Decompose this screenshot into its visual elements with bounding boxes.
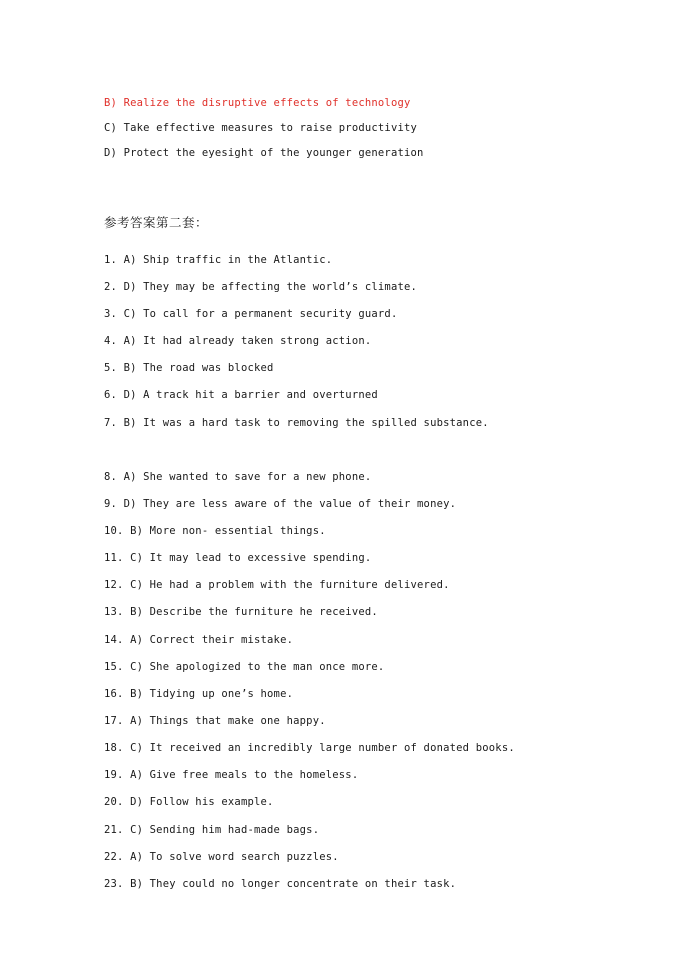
answer-3: 3. C) To call for a permanent security guard. [104,308,398,320]
answer-20: 20. D) Follow his example. [104,796,274,808]
answer-1: 1. A) Ship traffic in the Atlantic. [104,254,333,266]
answer-22: 22. A) To solve word search puzzles. [104,851,339,863]
option-c: C) Take effective measures to raise productivity [104,122,418,134]
answer-8: 8. A) She wanted to save for a new phone. [104,471,372,483]
option-b: B) Realize the disruptive effects of technology [104,97,411,109]
answer-16: 16. B) Tidying up one’s home. [104,688,294,700]
answer-23: 23. B) They could no longer concentrate on their task. [104,878,457,890]
answer-14: 14. A) Correct their mistake. [104,634,294,646]
section-heading: 参考答案第二套： [104,215,209,230]
answer-18: 18. C) It received an incredibly large number of donated books. [104,742,515,754]
answer-13: 13. B) Describe the furniture he received. [104,606,378,618]
answer-15: 15. C) She apologized to the man once more. [104,661,385,673]
answer-17: 17. A) Things that make one happy. [104,715,326,727]
answer-10: 10. B) More non- essential things. [104,525,326,537]
answer-4: 4. A) It had already taken strong action. [104,335,372,347]
answer-12: 12. C) He had a problem with the furniture delivered. [104,579,450,591]
answer-7: 7. B) It was a hard task to removing the spilled substance. [104,417,489,429]
answer-5: 5. B) The road was blocked [104,362,274,374]
answer-11: 11. C) It may lead to excessive spending. [104,552,372,564]
answer-6: 6. D) A track hit a barrier and overturned [104,389,378,401]
answer-9: 9. D) They are less aware of the value of their money. [104,498,457,510]
answer-21: 21. C) Sending him had-made bags. [104,824,320,836]
answer-2: 2. D) They may be affecting the world’s climate. [104,281,418,293]
answer-19: 19. A) Give free meals to the homeless. [104,769,359,781]
option-d: D) Protect the eyesight of the younger generation [104,147,424,159]
